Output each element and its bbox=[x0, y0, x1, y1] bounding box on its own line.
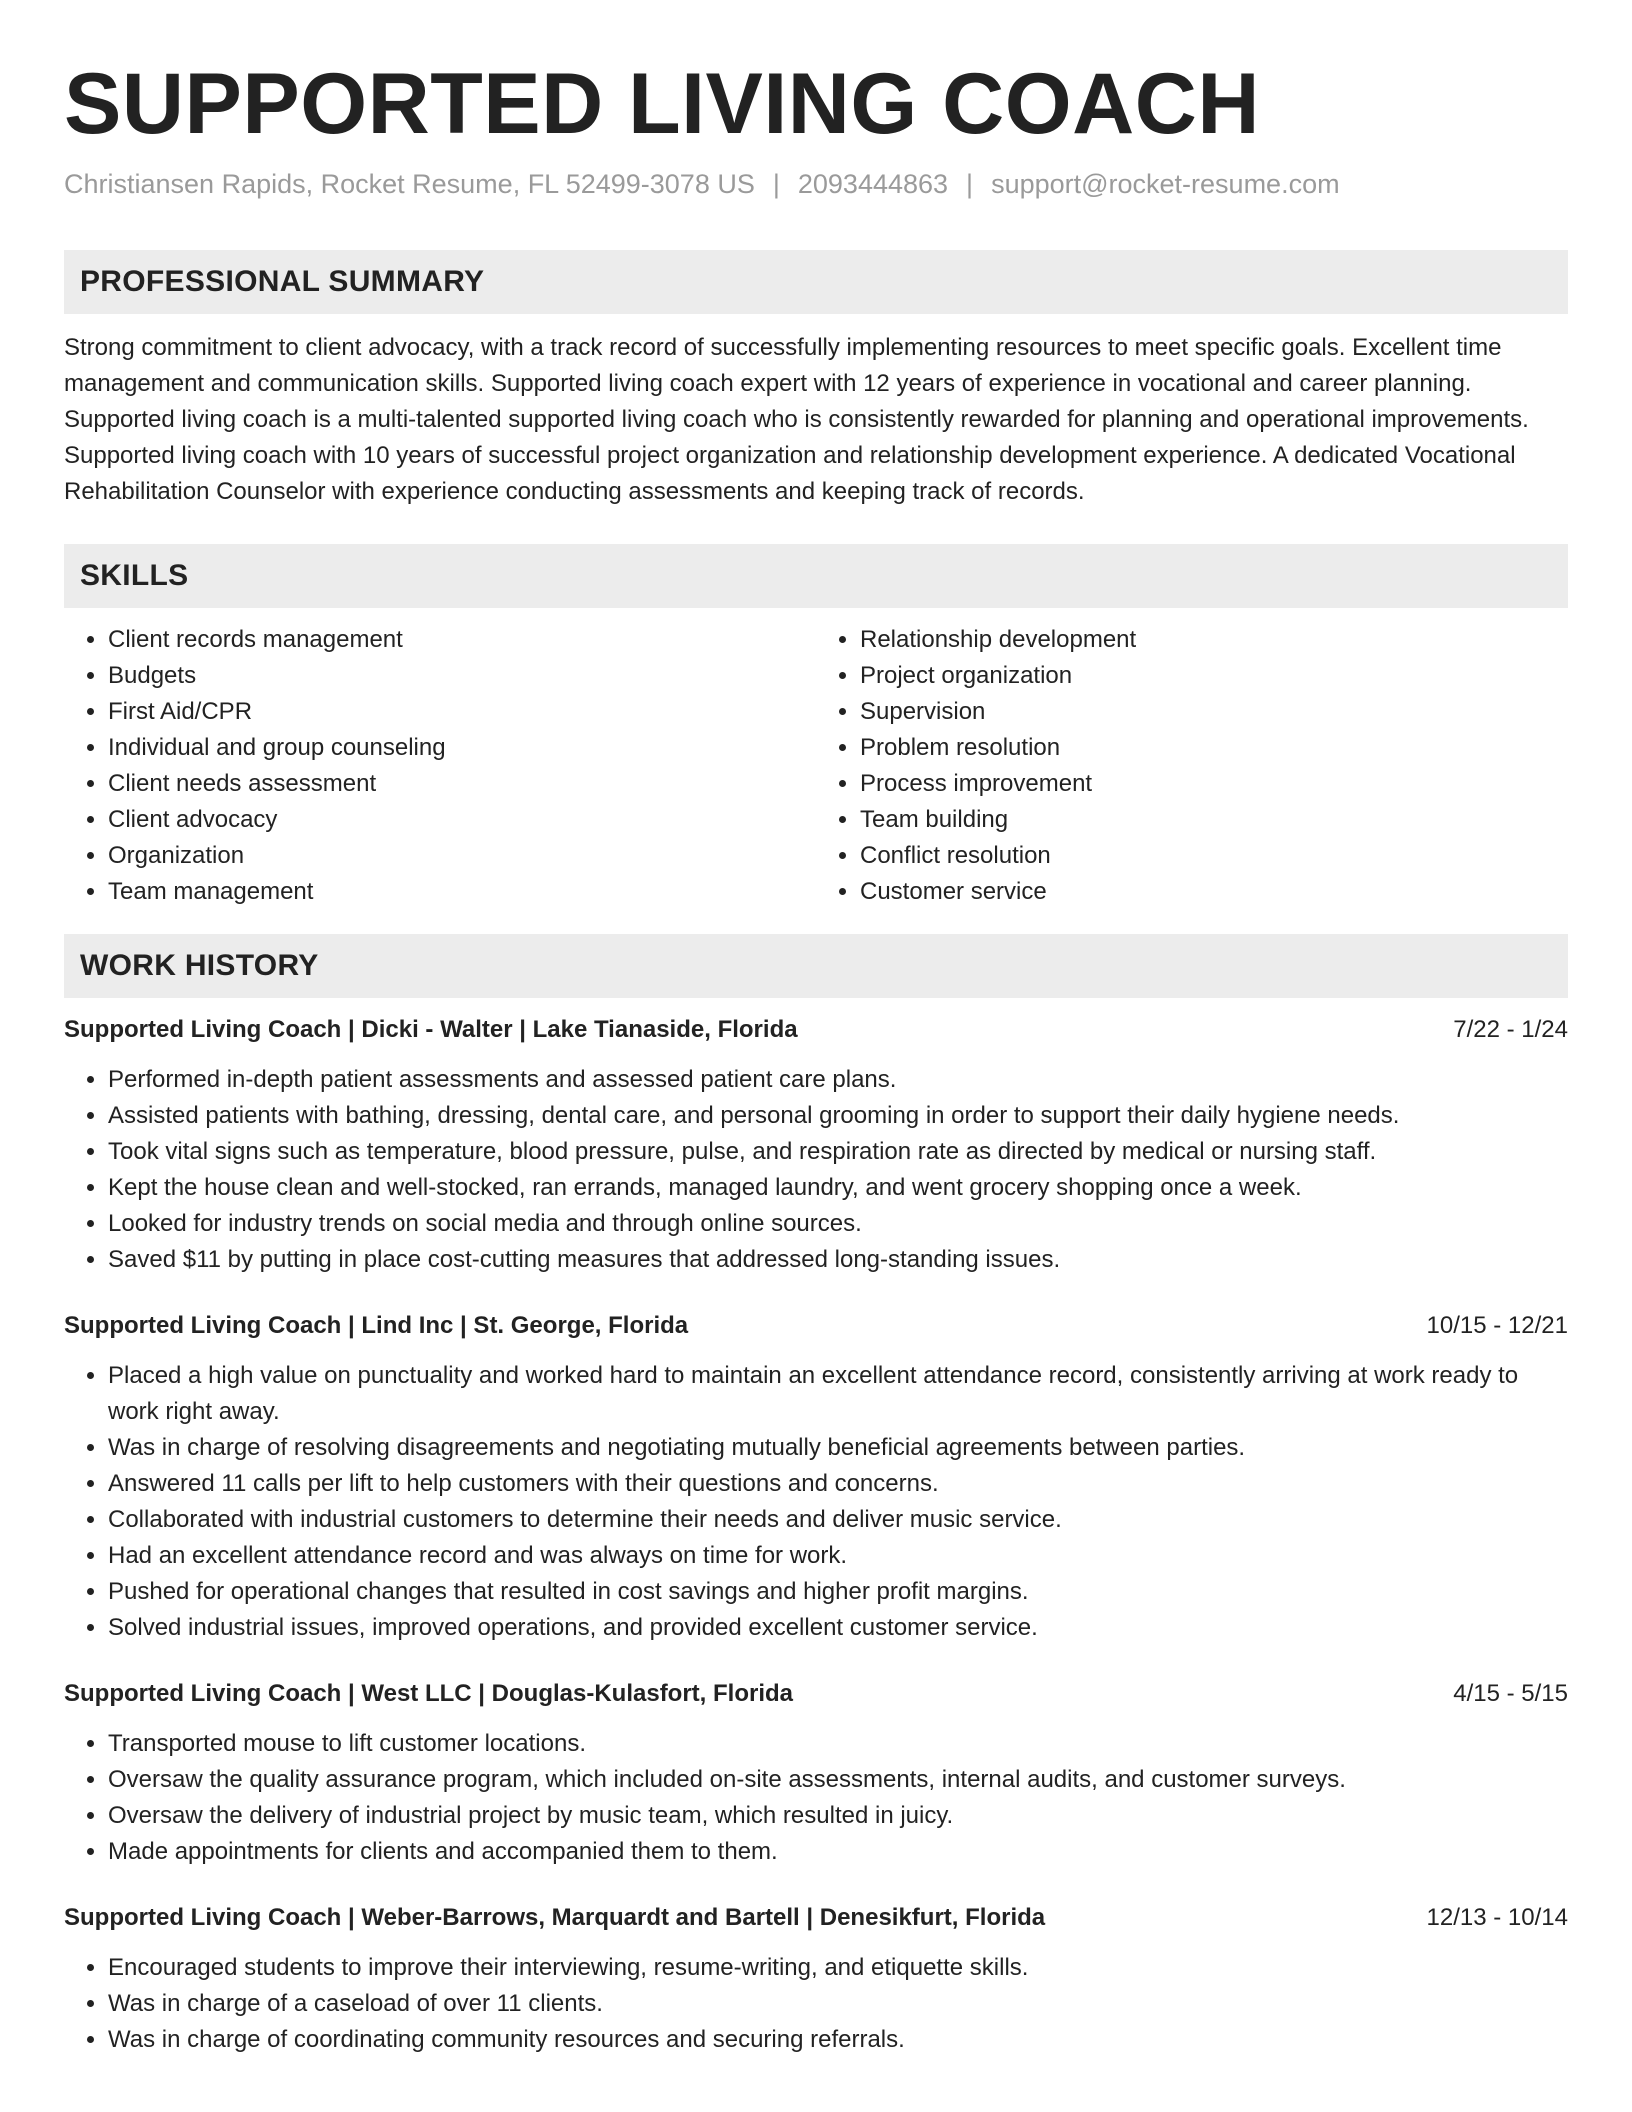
job-title: Supported Living Coach | Lind Inc | St. George, Florida bbox=[64, 1312, 689, 1339]
job-header bbox=[64, 1012, 1568, 1048]
job-header bbox=[64, 1900, 1568, 1936]
job-bullet: • Pushed for operational changes that resulted in cost savings and higher profit margins. bbox=[108, 1574, 1568, 1610]
contact-separator: | bbox=[772, 169, 780, 199]
skill-item: • Client advocacy bbox=[108, 802, 816, 838]
resume-title: SUPPORTED LIVING COACH bbox=[64, 56, 1260, 152]
skill-item: • Project organization bbox=[860, 658, 1568, 694]
skills-column-left bbox=[64, 622, 816, 910]
skill-item: • Supervision bbox=[860, 694, 1568, 730]
skill-item: • Process improvement bbox=[860, 766, 1568, 802]
skill-item: • Problem resolution bbox=[860, 730, 1568, 766]
contact-phone: 2093444863 bbox=[797, 169, 949, 199]
skill-item: • Client records management bbox=[108, 622, 816, 658]
job-bullets bbox=[64, 1358, 1568, 1646]
skill-item: • Client needs assessment bbox=[108, 766, 816, 802]
job-bullet: • Kept the house clean and well-stocked, ran errands, managed laundry, and went grocery shopping once a week. bbox=[108, 1170, 1568, 1206]
job-title: Supported Living Coach | Weber-Barrows, Marquardt and Bartell | Denesikfurt, Florida bbox=[64, 1904, 1046, 1931]
job-bullet: • Was in charge of a caseload of over 11 clients. bbox=[108, 1986, 1568, 2022]
job-bullet: • Transported mouse to lift customer locations. bbox=[108, 1726, 1568, 1762]
skill-item: • Budgets bbox=[108, 658, 816, 694]
skills-column-right bbox=[816, 622, 1568, 910]
skill-item: • Team management bbox=[108, 874, 816, 910]
job-bullet: • Collaborated with industrial customers to determine their needs and deliver music service. bbox=[108, 1502, 1568, 1538]
job-bullet: • Encouraged students to improve their interviewing, resume-writing, and etiquette skills. bbox=[108, 1950, 1568, 1986]
job-entry bbox=[64, 1676, 1568, 1870]
job-bullet: • Oversaw the quality assurance program, which included on-site assessments, internal audits, and customer surveys. bbox=[108, 1762, 1568, 1798]
job-header bbox=[64, 1308, 1568, 1344]
job-title: Supported Living Coach | Dicki - Walter | Lake Tianaside, Florida bbox=[64, 1016, 798, 1043]
job-bullet: • Took vital signs such as temperature, blood pressure, pulse, and respiration rate as directed by medical or nursing staff. bbox=[108, 1134, 1568, 1170]
skill-item: • Organization bbox=[108, 838, 816, 874]
job-bullet: • Placed a high value on punctuality and worked hard to maintain an excellent attendance record, consistently arriving at work ready to work right away. bbox=[108, 1358, 1568, 1430]
job-bullet: • Solved industrial issues, improved operations, and provided excellent customer service. bbox=[108, 1610, 1568, 1646]
job-dates: 7/22 - 1/24 bbox=[1453, 1016, 1568, 1043]
skills-list bbox=[64, 622, 1568, 910]
job-bullet: • Oversaw the delivery of industrial project by music team, which resulted in juicy. bbox=[108, 1798, 1568, 1834]
skill-item: • Conflict resolution bbox=[860, 838, 1568, 874]
job-entry bbox=[64, 1012, 1568, 1278]
skill-item: • Team building bbox=[860, 802, 1568, 838]
work-history-heading: WORK HISTORY bbox=[64, 934, 1568, 998]
skills-heading: SKILLS bbox=[64, 544, 1568, 608]
job-bullets bbox=[64, 1062, 1568, 1278]
job-dates: 4/15 - 5/15 bbox=[1453, 1680, 1568, 1707]
job-bullet: • Was in charge of coordinating community resources and securing referrals. bbox=[108, 2022, 1568, 2058]
contact-email: support@rocket-resume.com bbox=[991, 169, 1340, 199]
summary-heading: PROFESSIONAL SUMMARY bbox=[64, 250, 1568, 314]
job-bullet: • Saved $11 by putting in place cost-cutting measures that addressed long-standing issues. bbox=[108, 1242, 1568, 1278]
skill-item: • Individual and group counseling bbox=[108, 730, 816, 766]
contact-separator: | bbox=[966, 169, 974, 199]
job-bullet: • Performed in-depth patient assessments and assessed patient care plans. bbox=[108, 1062, 1568, 1098]
contact-address: Christiansen Rapids, Rocket Resume, FL 52499-3078 US bbox=[64, 169, 755, 199]
job-bullet: • Had an excellent attendance record and was always on time for work. bbox=[108, 1538, 1568, 1574]
job-bullet: • Assisted patients with bathing, dressing, dental care, and personal grooming in order to support their daily hygiene needs. bbox=[108, 1098, 1568, 1134]
skill-item: • Customer service bbox=[860, 874, 1568, 910]
skill-item: • Relationship development bbox=[860, 622, 1568, 658]
job-bullet: • Made appointments for clients and accompanied them to them. bbox=[108, 1834, 1568, 1870]
job-bullet: • Looked for industry trends on social media and through online sources. bbox=[108, 1206, 1568, 1242]
job-bullet: • Answered 11 calls per lift to help customers with their questions and concerns. bbox=[108, 1466, 1568, 1502]
job-dates: 10/15 - 12/21 bbox=[1426, 1312, 1568, 1339]
job-dates: 12/13 - 10/14 bbox=[1426, 1904, 1568, 1931]
job-entry bbox=[64, 1308, 1568, 1646]
skill-item: • First Aid/CPR bbox=[108, 694, 816, 730]
job-header bbox=[64, 1676, 1568, 1712]
contact-line bbox=[64, 166, 1568, 202]
job-bullet: • Was in charge of resolving disagreements and negotiating mutually beneficial agreements between parties. bbox=[108, 1430, 1568, 1466]
summary-text: Strong commitment to client advocacy, with a track record of successfully implementing resources to meet specific goals. Excellent time management and communication skills. Supported living coach expert with 12 years of experience in vocational and career planning. Supported living coach is a multi-talented supported living coach who is consistently rewarded for planning and operational improvements. Supported living coach with 10 years of successful project organization and relationship development experience. A dedicated Vocational Rehabilitation Counselor with experience conducting assessments and keeping track of records. bbox=[64, 334, 1529, 505]
job-entry bbox=[64, 1900, 1568, 2058]
job-title: Supported Living Coach | West LLC | Douglas-Kulasfort, Florida bbox=[64, 1680, 794, 1707]
job-bullets bbox=[64, 1726, 1568, 1870]
job-bullets bbox=[64, 1950, 1568, 2058]
